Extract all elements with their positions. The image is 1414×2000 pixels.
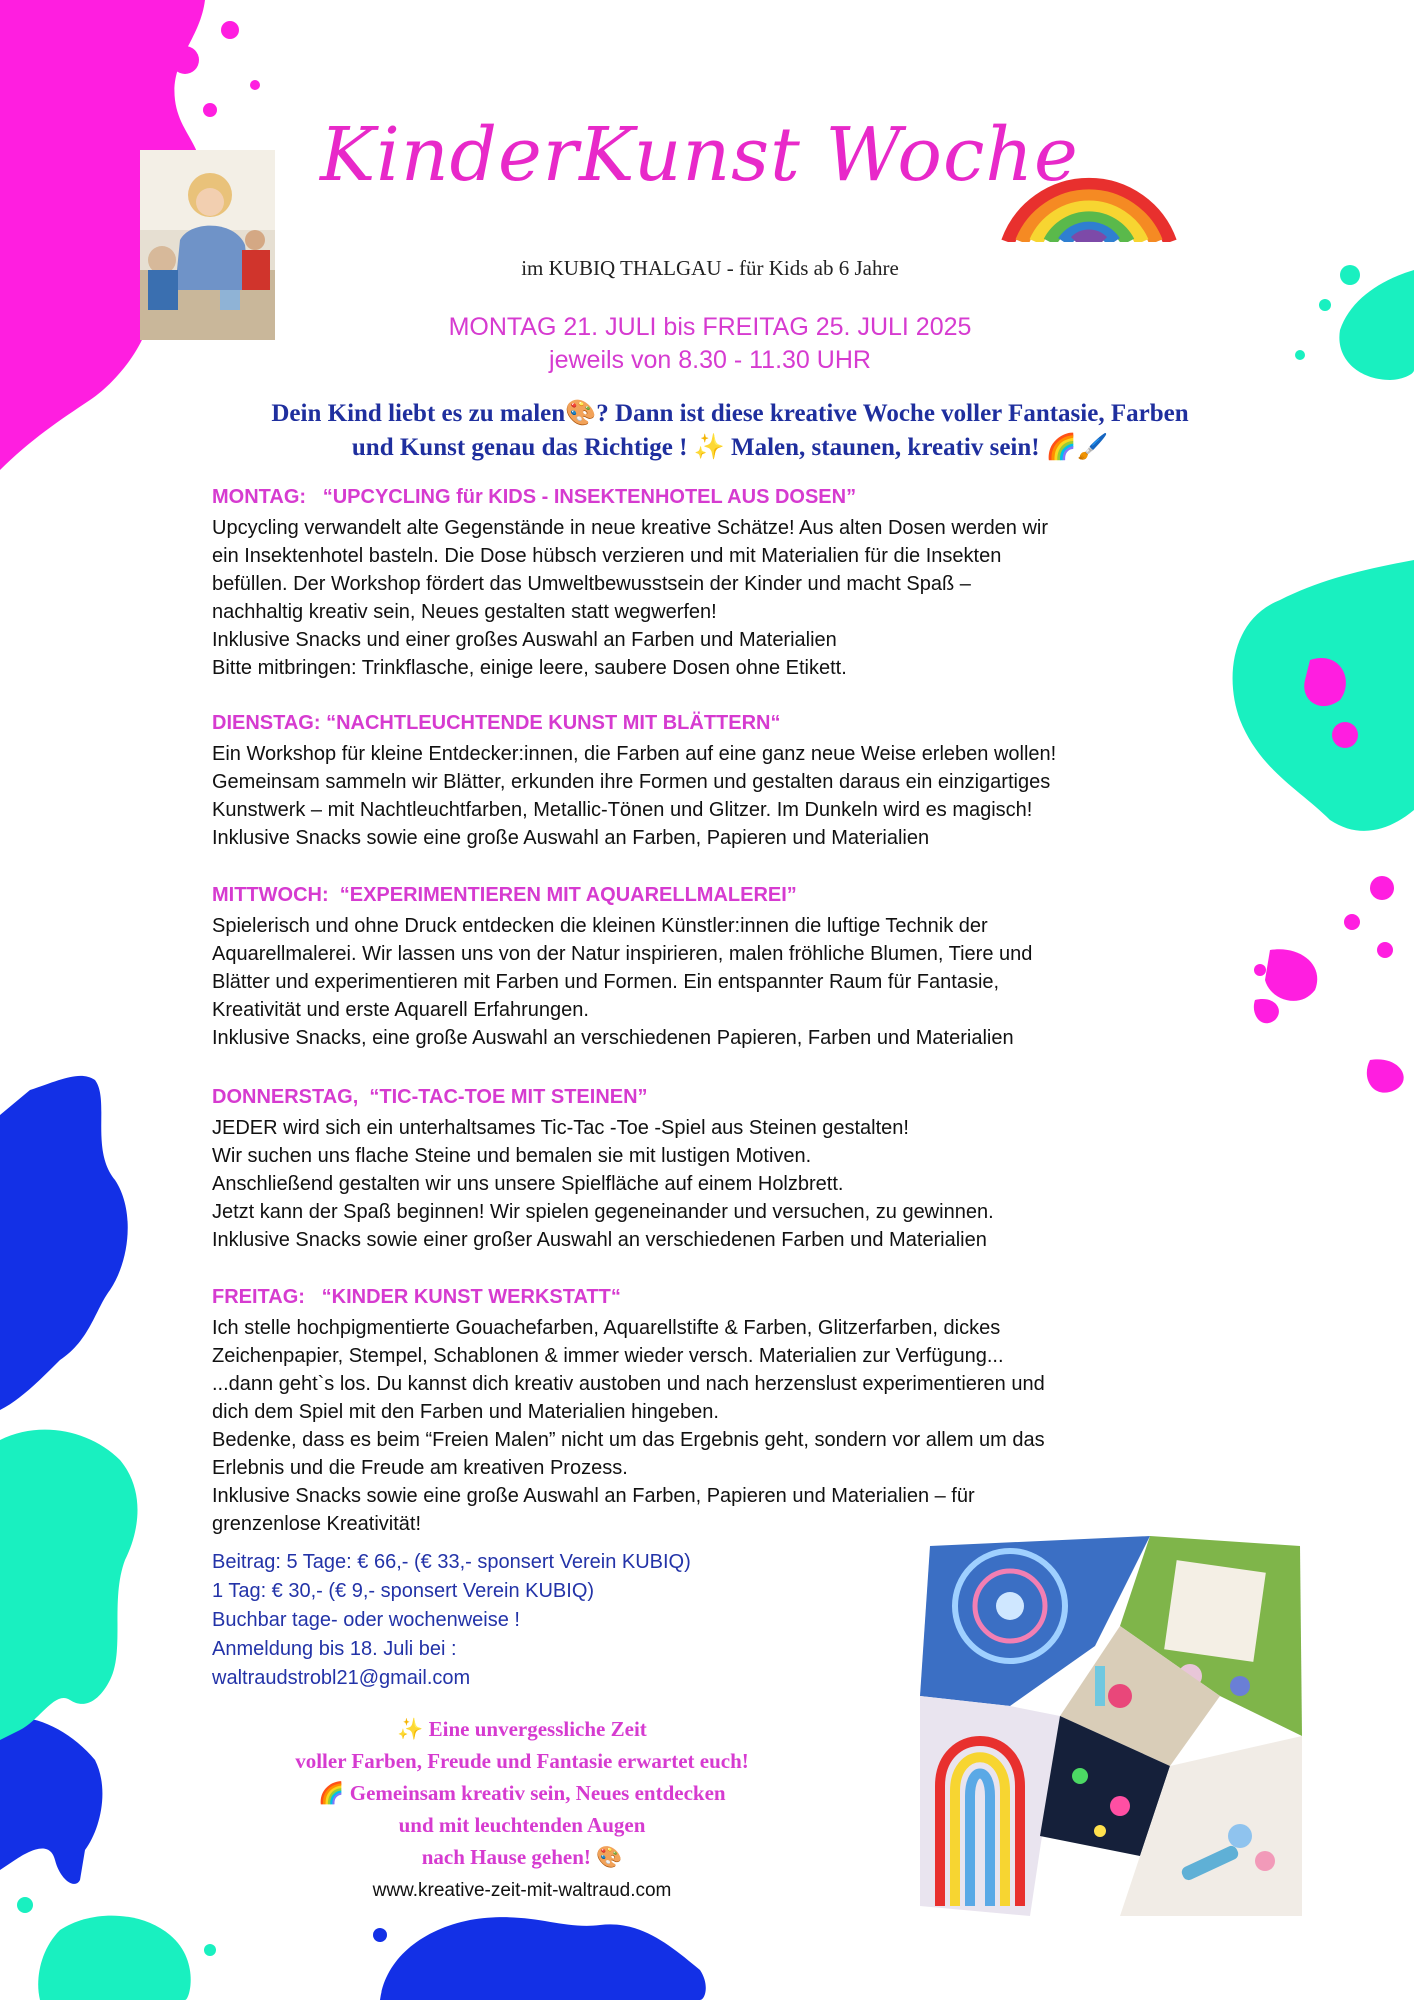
day-section-dienstag	[212, 710, 1242, 852]
day-section-donnerstag	[212, 1084, 1242, 1254]
day-line: ein Insektenhotel basteln. Die Dose hübsch verzieren und mit Materialien für die Insekten	[212, 545, 1002, 567]
day-section-freitag	[212, 1284, 1242, 1538]
day-section-mittwoch	[212, 882, 1242, 1052]
intro-line: und Kunst genau das Richtige ! ✨ Malen, staunen, kreativ sein! 🌈🖌️	[351, 434, 1109, 461]
fee-line: Anmeldung bis 18. Juli bei :	[212, 1638, 457, 1660]
day-heading: DONNERSTAG, “TIC-TAC-TOE MIT STEINEN”	[212, 1086, 648, 1108]
day-line: JEDER wird sich ein unterhaltsames Tic-Tac -Toe -Spiel aus Steinen gestalten!	[212, 1117, 909, 1139]
fee-line: 1 Tag: € 30,- (€ 9,- sponsert Verein KUBIQ)	[212, 1580, 595, 1602]
day-line: Bitte mitbringen: Trinkflasche, einige leere, saubere Dosen ohne Etikett.	[212, 657, 847, 679]
day-line: Spielerisch und ohne Druck entdecken die kleinen Künstler:innen die luftige Technik der	[212, 915, 988, 937]
day-line: Erlebnis und die Freude am kreativen Prozess.	[212, 1457, 628, 1479]
workshop-photo	[140, 150, 275, 340]
closing-message	[232, 1713, 812, 1873]
day-line: ...dann geht`s los. Du kannst dich kreativ austoben und nach herzenslust experimentieren und	[212, 1373, 1045, 1395]
day-line: Kreativität und erste Aquarell Erfahrungen.	[212, 999, 589, 1021]
day-line: Jetzt kann der Spaß beginnen! Wir spielen gegeneinander und versuchen, zu gewinnen.	[212, 1201, 994, 1223]
day-line: Zeichenpapier, Stempel, Schablonen & immer wieder versch. Materialien zur Verfügung...	[212, 1345, 1004, 1367]
day-line: Ich stelle hochpigmentierte Gouachefarben, Aquarellstifte & Farben, Glitzerfarben, dickes	[212, 1317, 1001, 1339]
day-line: Aquarellmalerei. Wir lassen uns von der Natur inspirieren, malen fröhliche Blumen, Tiere und	[212, 943, 1033, 965]
fee-line: Beitrag: 5 Tage: € 66,- (€ 33,- sponsert Verein KUBIQ)	[212, 1551, 691, 1573]
day-line: Upcycling verwandelt alte Gegenstände in neue kreative Schätze! Aus alten Dosen werden wir	[212, 517, 1049, 539]
closing-line: nach Hause gehen! 🎨	[421, 1845, 623, 1869]
day-heading: DIENSTAG: “NACHTLEUCHTENDE KUNST MIT BLÄTTERN“	[212, 712, 781, 734]
day-line: grenzenlose Kreativität!	[212, 1513, 422, 1535]
time-line: jeweils von 8.30 - 11.30 UHR	[549, 346, 871, 374]
day-line: Inklusive Snacks sowie eine große Auswahl an Farben, Papieren und Materialien	[212, 827, 930, 849]
day-heading: MONTAG: “UPCYCLING für KIDS - INSEKTENHOTEL AUS DOSEN”	[212, 486, 857, 508]
day-line: Anschließend gestalten wir uns unsere Spielfläche auf einem Holzbrett.	[212, 1173, 844, 1195]
contact-email[interactable]: waltraudstrobl21@gmail.com	[212, 1667, 471, 1689]
day-line: Inklusive Snacks sowie einer großer Auswahl an verschiedenen Farben und Materialien	[212, 1229, 987, 1251]
day-line: Inklusive Snacks und einer großes Auswahl an Farben und Materialien	[212, 629, 837, 651]
closing-line: ✨ Eine unvergessliche Zeit	[397, 1717, 647, 1741]
artwork-collage	[920, 1536, 1302, 1916]
day-heading: FREITAG: “KINDER KUNST WERKSTATT“	[212, 1286, 621, 1308]
closing-line: 🌈 Gemeinsam kreativ sein, Neues entdecken	[318, 1781, 726, 1805]
day-line: Inklusive Snacks, eine große Auswahl an verschiedenen Papieren, Farben und Materialien	[212, 1027, 1014, 1049]
day-line: Inklusive Snacks sowie eine große Auswahl an Farben, Papieren und Materialien – für	[212, 1485, 975, 1507]
fee-line: Buchbar tage- oder wochenweise !	[212, 1609, 520, 1631]
day-line: Wir suchen uns flache Steine und bemalen sie mit lustigen Motiven.	[212, 1145, 812, 1167]
website-link[interactable]: www.kreative-zeit-mit-waltraud.com	[372, 1880, 672, 1901]
day-line: befüllen. Der Workshop fördert das Umweltbewusstsein der Kinder und macht Spaß –	[212, 573, 971, 595]
day-section-montag	[212, 484, 1242, 682]
event-dates	[340, 311, 1080, 377]
day-line: dich dem Spiel mit den Farben und Materialien hingeben.	[212, 1401, 719, 1423]
date-line: MONTAG 21. JULI bis FREITAG 25. JULI 2025	[448, 313, 972, 341]
day-line: Blätter und experimentieren mit Farben und Formen. Ein entspannter Raum für Fantasie,	[212, 971, 1000, 993]
day-line: Kunstwerk – mit Nachtleuchtfarben, Metallic-Tönen und Glitzer. Im Dunkeln wird es magisch!	[212, 799, 1033, 821]
page-subtitle: im KUBIQ THALGAU - für Kids ab 6 Jahre	[521, 256, 899, 280]
intro-line: Dein Kind liebt es zu malen🎨? Dann ist diese kreative Woche voller Fantasie, Farben	[271, 400, 1189, 427]
intro-text	[190, 397, 1270, 465]
fee-info	[212, 1548, 812, 1693]
closing-line: und mit leuchtenden Augen	[398, 1813, 646, 1837]
closing-line: voller Farben, Freude und Fantasie erwartet euch!	[295, 1749, 749, 1773]
day-line: nachhaltig kreativ sein, Neues gestalten statt wegwerfen!	[212, 601, 717, 623]
day-heading: MITTWOCH: “EXPERIMENTIEREN MIT AQUARELLMALEREI”	[212, 884, 797, 906]
day-line: Bedenke, dass es beim “Freien Malen” nicht um das Ergebnis geht, sondern vor allem um das	[212, 1429, 1045, 1451]
day-line: Gemeinsam sammeln wir Blätter, erkunden ihre Formen und gestalten daraus ein einzigartiges	[212, 771, 1051, 793]
page-title: KinderKunst Woche	[320, 112, 1079, 198]
day-line: Ein Workshop für kleine Entdecker:innen, die Farben auf eine ganz neue Weise erleben wollen!	[212, 743, 1057, 765]
